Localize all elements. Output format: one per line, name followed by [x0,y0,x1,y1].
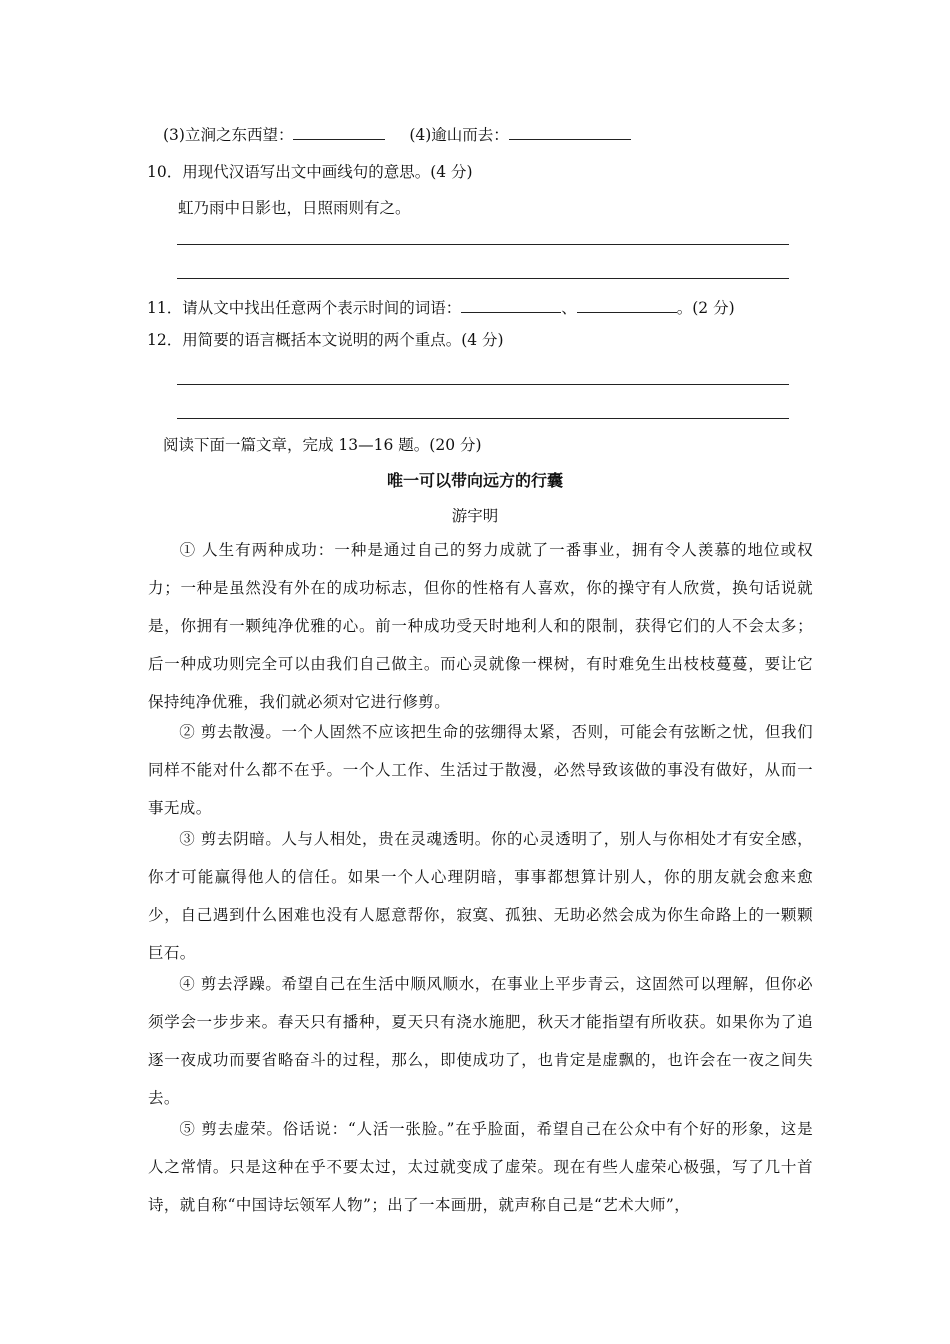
q12-prompt: 12．用简要的语言概括本文说明的两个重点。(4 分) [147,331,504,349]
q11-blank-1[interactable] [461,296,561,313]
q11-blank-2[interactable] [577,296,677,313]
q11-prefix: 11．请从文中找出任意两个表示时间的词语： [147,299,462,317]
q9-part4-blank[interactable] [509,123,631,140]
q9-part3-label: (3)立涧之东西望： [163,126,294,144]
q11-prompt [147,296,735,319]
article-paragraph-1: ① 人生有两种成功：一种是通过自己的努力成就了一番事业，拥有令人羡慕的地位或权力；一种是虽然没有外在的成功标志，但你的性格有人喜欢，你的操守有人欣赏，换句话说就是，你拥有一颗纯净优雅的心。前一种成功受天时地利人和的限制，获得它们的人不会太多；后一种成功则完全可以由我们自己做主。而心灵就像一棵树，有时难免生出枝枝蔓蔓，要让它保持纯净优雅，我们就必须对它进行修剪。 [148,541,813,711]
article-paragraph-2: ② 剪去散漫。一个人固然不应该把生命的弦绷得太紧，否则，可能会有弦断之忧，但我们 同样不能对什么都不在乎。一个人工作、生活过于散漫，必然导致该做的事没有做好，从而一事无成。 [148,723,829,817]
q9-answer-row [163,123,631,146]
q9-part3-blank[interactable] [293,123,385,140]
article-author: 游宇明 [451,507,499,525]
q10-sentence: 虹乃雨中日影也，日照雨则有之。 [178,199,411,217]
q10-answer-line-2[interactable] [177,278,789,279]
reading-instruction: 阅读下面一篇文章，完成 13—16 题。(20 分) [163,436,482,454]
q12-answer-line-1[interactable] [177,384,789,385]
article-title: 唯一可以带向远方的行囊 [386,471,563,490]
article-paragraph-3: ③ 剪去阴暗。人与人相处，贵在灵魂透明。你的心灵透明了，别人与你相处才有安全感，你才可能赢得他人的信任。如果一个人心理阴暗，事事都想算计别人，你的朋友就会愈来愈少，自己遇到什么困难也没有人愿意帮你，寂寞、孤独、无助必然会成为你生命路上的一颗颗巨石。 [148,830,813,962]
q9-part4-label: (4)逾山而去： [409,126,509,144]
q10-answer-line-1[interactable] [177,244,789,245]
q12-answer-line-2[interactable] [177,418,789,419]
article-paragraph-5: ⑤ 剪去虚荣。俗话说：“人活一张脸。”在乎脸面，希望自己在公众中有个好的形象，这是人之常情。只是这种在乎不要太过，太过就变成了虚荣。现在有些人虚荣心极强，写了几十首诗，就自称“中国诗坛领军人物”；出了一本画册，就声称自己是“艺术大师”， [148,1120,813,1214]
q11-suffix: 。(2 分) [676,299,735,317]
q10-prompt: 10．用现代汉语写出文中画线句的意思。(4 分) [147,163,473,181]
article-paragraph-4: ④ 剪去浮躁。希望自己在生活中顺风顺水，在事业上平步青云，这固然可以理解，但你必须学会一步步来。春天只有播种，夏天只有浇水施肥，秋天才能指望有所收获。如果你为了追逐一夜成功而要省略奋斗的过程，那么，即使成功了，也肯定是虚飘的，也许会在一夜之间失去。 [148,975,813,1107]
q11-separator: 、 [561,299,577,317]
